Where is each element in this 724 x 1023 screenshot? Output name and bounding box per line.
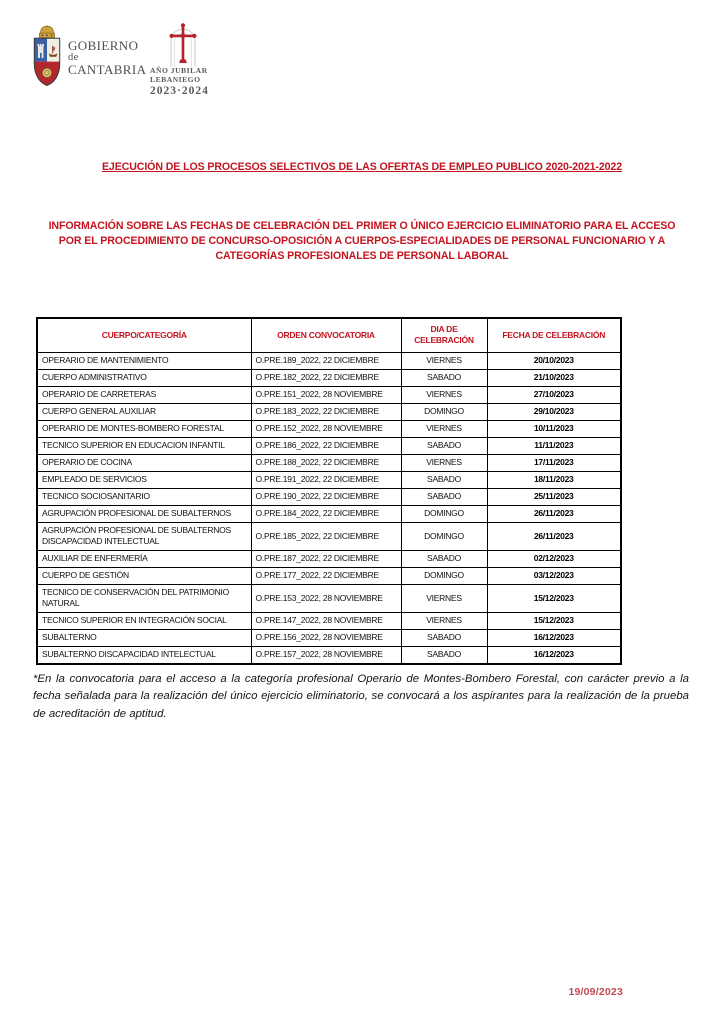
dia-celebracion-cell: VIERNES bbox=[401, 584, 487, 612]
orden-convocatoria-cell: O.PRE.156_2022, 28 NOVIEMBRE bbox=[251, 629, 401, 646]
dia-celebracion-cell: DOMINGO bbox=[401, 505, 487, 522]
fecha-celebracion-cell: 18/11/2023 bbox=[487, 471, 621, 488]
cuerpo-categoria-cell: OPERARIO DE CARRETERAS bbox=[37, 386, 251, 403]
dia-celebracion-cell: DOMINGO bbox=[401, 567, 487, 584]
fecha-celebracion-cell: 20/10/2023 bbox=[487, 352, 621, 369]
cuerpo-categoria-cell: AUXILIAR DE ENFERMERÍA bbox=[37, 550, 251, 567]
cantabria-coat-of-arms-icon bbox=[33, 25, 61, 86]
fecha-celebracion-cell: 03/12/2023 bbox=[487, 567, 621, 584]
fecha-celebracion-cell: 11/11/2023 bbox=[487, 437, 621, 454]
cuerpo-categoria-cell: OPERARIO DE MONTES-BOMBERO FORESTAL bbox=[37, 420, 251, 437]
orden-convocatoria-cell: O.PRE.189_2022, 22 DICIEMBRE bbox=[251, 352, 401, 369]
orden-convocatoria-cell: O.PRE.187_2022, 22 DICIEMBRE bbox=[251, 550, 401, 567]
dia-celebracion-cell: VIERNES bbox=[401, 612, 487, 629]
header-fecha-celebracion: FECHA DE CELEBRACIÓN bbox=[487, 318, 621, 352]
header-orden-convocatoria: ORDEN CONVOCATORIA bbox=[251, 318, 401, 352]
table-row bbox=[37, 522, 621, 550]
jubilar-line1: AÑO JUBILAR bbox=[150, 66, 208, 75]
cuerpo-categoria-cell: AGRUPACIÓN PROFESIONAL DE SUBALTERNOS bbox=[37, 505, 251, 522]
orden-convocatoria-cell: O.PRE.182_2022, 22 DICIEMBRE bbox=[251, 369, 401, 386]
cuerpo-categoria-cell: SUBALTERNO DISCAPACIDAD INTELECTUAL bbox=[37, 646, 251, 664]
table-row bbox=[37, 629, 621, 646]
gov-line3: CANTABRIA bbox=[68, 62, 147, 77]
fecha-celebracion-cell: 26/11/2023 bbox=[487, 522, 621, 550]
jubilar-logo-text bbox=[150, 67, 222, 98]
dia-celebracion-cell: SABADO bbox=[401, 369, 487, 386]
dia-celebracion-cell: SABADO bbox=[401, 550, 487, 567]
header-cuerpo-categoria: CUERPO/CATEGORÍA bbox=[37, 318, 251, 352]
lebaniego-cross-icon bbox=[150, 21, 222, 67]
orden-convocatoria-cell: O.PRE.183_2022, 22 DICIEMBRE bbox=[251, 403, 401, 420]
dia-celebracion-cell: VIERNES bbox=[401, 352, 487, 369]
orden-convocatoria-cell: O.PRE.152_2022, 28 NOVIEMBRE bbox=[251, 420, 401, 437]
cantabria-logo bbox=[33, 25, 146, 86]
fecha-celebracion-cell: 21/10/2023 bbox=[487, 369, 621, 386]
cuerpo-categoria-cell: EMPLEADO DE SERVICIOS bbox=[37, 471, 251, 488]
fecha-celebracion-cell: 25/11/2023 bbox=[487, 488, 621, 505]
fecha-celebracion-cell: 16/12/2023 bbox=[487, 629, 621, 646]
fecha-celebracion-cell: 15/12/2023 bbox=[487, 584, 621, 612]
table-row bbox=[37, 437, 621, 454]
schedule-table bbox=[36, 317, 622, 665]
gov-line2: de bbox=[68, 52, 79, 63]
table-row bbox=[37, 420, 621, 437]
page-title: EJECUCIÓN DE LOS PROCESOS SELECTIVOS DE LAS OFERTAS DE EMPLEO PUBLICO 2020-2021-2022 bbox=[101, 161, 623, 173]
fecha-celebracion-cell: 27/10/2023 bbox=[487, 386, 621, 403]
orden-convocatoria-cell: O.PRE.188_2022, 22 DICIEMBRE bbox=[251, 454, 401, 471]
table-row bbox=[37, 488, 621, 505]
table-row bbox=[37, 403, 621, 420]
table-row bbox=[37, 505, 621, 522]
table-row bbox=[37, 646, 621, 664]
dia-celebracion-cell: SABADO bbox=[401, 437, 487, 454]
cuerpo-categoria-cell: CUERPO DE GESTIÓN bbox=[37, 567, 251, 584]
cuerpo-categoria-cell: TECNICO SOCIOSANITARIO bbox=[37, 488, 251, 505]
jubilar-years: 2023·2024 bbox=[150, 85, 209, 98]
table-row bbox=[37, 584, 621, 612]
orden-convocatoria-cell: O.PRE.186_2022, 22 DICIEMBRE bbox=[251, 437, 401, 454]
gov-line1: GOBIERNO bbox=[68, 38, 139, 53]
orden-convocatoria-cell: O.PRE.147_2022, 28 NOVIEMBRE bbox=[251, 612, 401, 629]
cuerpo-categoria-cell: AGRUPACIÓN PROFESIONAL DE SUBALTERNOS DISCAPACIDAD INTELECTUAL bbox=[37, 522, 251, 550]
table-header bbox=[37, 318, 621, 352]
page-subtitle: INFORMACIÓN SOBRE LAS FECHAS DE CELEBRACIÓN DEL PRIMER O ÚNICO EJERCICIO ELIMINATORIO PARA EL ACCESO POR EL PROCEDIMIENTO DE CONCURSO-OPOSICIÓN A CUERPOS-ESPECIALIDADES DE PERSONAL FUNCIONARIO Y A CATEGORÍAS PROFESIONALES DE PERSONAL LABORAL bbox=[48, 220, 676, 262]
jubilar-logo bbox=[150, 21, 222, 98]
orden-convocatoria-cell: O.PRE.151_2022, 28 NOVIEMBRE bbox=[251, 386, 401, 403]
header-dia-celebracion: DIA DE CELEBRACIÓN bbox=[401, 318, 487, 352]
table-row bbox=[37, 567, 621, 584]
cuerpo-categoria-cell: TECNICO DE CONSERVACIÓN DEL PATRIMONIO NATURAL bbox=[37, 584, 251, 612]
table-row bbox=[37, 612, 621, 629]
dia-celebracion-cell: VIERNES bbox=[401, 454, 487, 471]
orden-convocatoria-cell: O.PRE.190_2022, 22 DICIEMBRE bbox=[251, 488, 401, 505]
dia-celebracion-cell: SABADO bbox=[401, 471, 487, 488]
fecha-celebracion-cell: 10/11/2023 bbox=[487, 420, 621, 437]
orden-convocatoria-cell: O.PRE.177_2022, 22 DICIEMBRE bbox=[251, 567, 401, 584]
dia-celebracion-cell: SABADO bbox=[401, 646, 487, 664]
fecha-celebracion-cell: 26/11/2023 bbox=[487, 505, 621, 522]
table-row bbox=[37, 471, 621, 488]
table-row bbox=[37, 386, 621, 403]
dia-celebracion-cell: DOMINGO bbox=[401, 522, 487, 550]
orden-convocatoria-cell: O.PRE.153_2022, 28 NOVIEMBRE bbox=[251, 584, 401, 612]
cuerpo-categoria-cell: TECNICO SUPERIOR EN INTEGRACIÓN SOCIAL bbox=[37, 612, 251, 629]
table-row bbox=[37, 454, 621, 471]
cuerpo-categoria-cell: OPERARIO DE COCINA bbox=[37, 454, 251, 471]
dia-celebracion-cell: SABADO bbox=[401, 629, 487, 646]
table-header-row bbox=[37, 318, 621, 352]
fecha-celebracion-cell: 15/12/2023 bbox=[487, 612, 621, 629]
dia-celebracion-cell: VIERNES bbox=[401, 420, 487, 437]
fecha-celebracion-cell: 16/12/2023 bbox=[487, 646, 621, 664]
orden-convocatoria-cell: O.PRE.185_2022, 22 DICIEMBRE bbox=[251, 522, 401, 550]
cantabria-logo-text bbox=[68, 39, 146, 76]
dia-celebracion-cell: SABADO bbox=[401, 488, 487, 505]
orden-convocatoria-cell: O.PRE.184_2022, 22 DICIEMBRE bbox=[251, 505, 401, 522]
cuerpo-categoria-cell: CUERPO GENERAL AUXILIAR bbox=[37, 403, 251, 420]
cuerpo-categoria-cell: TECNICO SUPERIOR EN EDUCACION INFANTIL bbox=[37, 437, 251, 454]
fecha-celebracion-cell: 29/10/2023 bbox=[487, 403, 621, 420]
jubilar-line2: LEBANIEGO bbox=[150, 74, 201, 84]
footnote: *En la convocatoria para el acceso a la categoría profesional Operario de Montes-Bombero Forestal, con carácter previo a la fecha señalada para la realización del único ejercicio eliminatorio, se convocará a los aspirantes para la realización de la prueba de acreditación de aptitud. bbox=[33, 673, 689, 720]
dia-celebracion-cell: VIERNES bbox=[401, 386, 487, 403]
fecha-celebracion-cell: 17/11/2023 bbox=[487, 454, 621, 471]
orden-convocatoria-cell: O.PRE.191_2022, 22 DICIEMBRE bbox=[251, 471, 401, 488]
cuerpo-categoria-cell: OPERARIO DE MANTENIMIENTO bbox=[37, 352, 251, 369]
dia-celebracion-cell: DOMINGO bbox=[401, 403, 487, 420]
table-row bbox=[37, 550, 621, 567]
cuerpo-categoria-cell: CUERPO ADMINISTRATIVO bbox=[37, 369, 251, 386]
footer-date: 19/09/2023 bbox=[568, 986, 623, 998]
fecha-celebracion-cell: 02/12/2023 bbox=[487, 550, 621, 567]
orden-convocatoria-cell: O.PRE.157_2022, 28 NOVIEMBRE bbox=[251, 646, 401, 664]
table-row bbox=[37, 369, 621, 386]
table-body bbox=[37, 352, 621, 664]
cuerpo-categoria-cell: SUBALTERNO bbox=[37, 629, 251, 646]
table-row bbox=[37, 352, 621, 369]
